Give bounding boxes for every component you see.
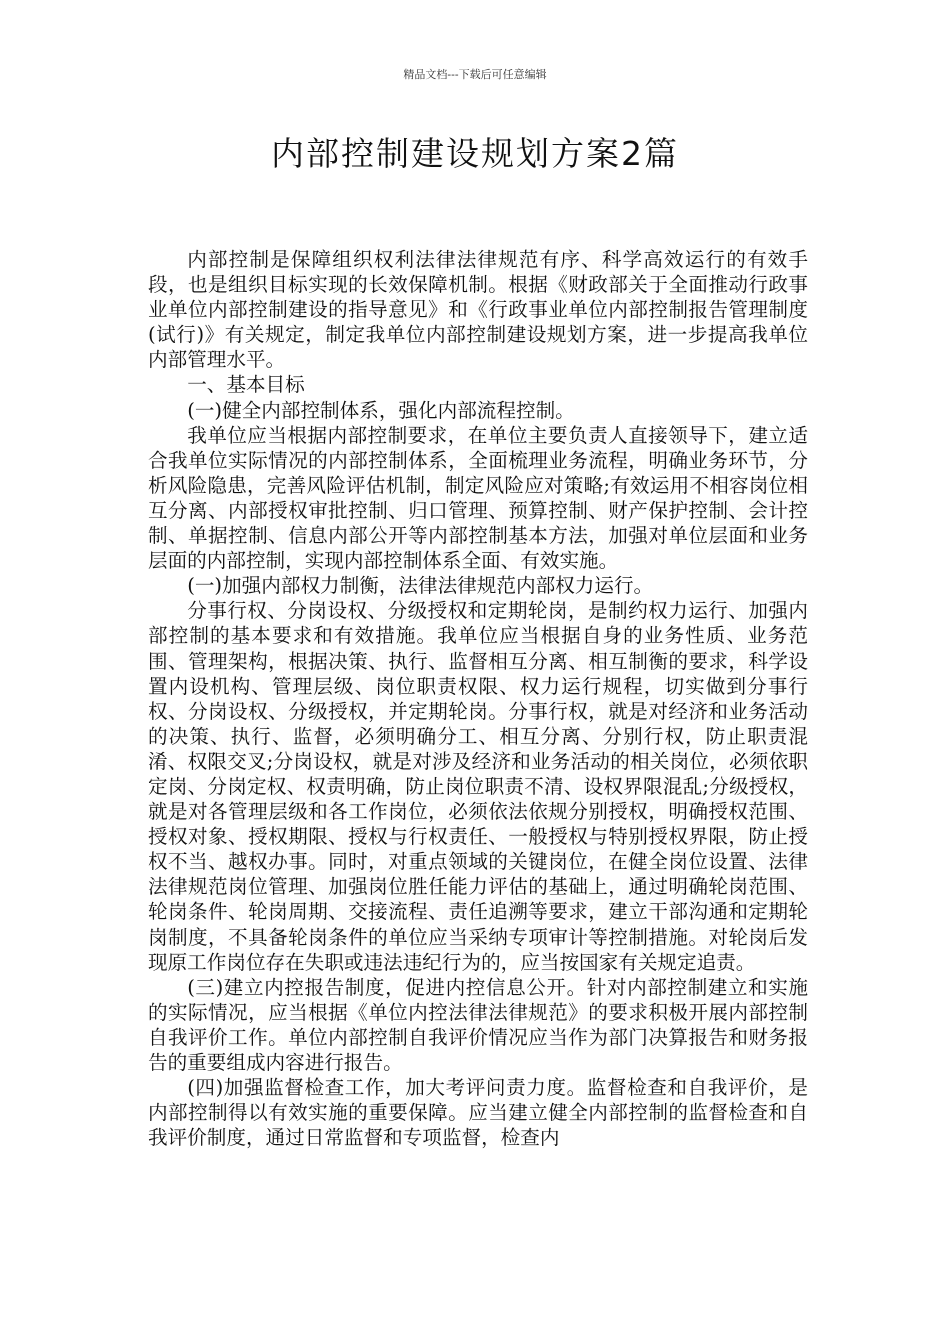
document-body [148, 247, 808, 1150]
paragraph-supervision: (四)加强监督检查工作，加大考评问责力度。监督检查和自我评价，是内部控制得以有效实施的重要保障。应当建立健全内部控制的监督检查和自我评价制度，通过日常监督和专项监督，检查内 [148, 1076, 808, 1150]
paragraph-report-system: (三)建立内控报告制度，促进内控信息公开。针对内部控制建立和实施的实际情况，应当根据《单位内控法律法律规范》的要求积极开展内部控制自我评价工作。单位内部控制自我评价情况应当作为部门决算报告和财务报告的重要组成内容进行报告。 [148, 975, 808, 1074]
document-title: 内部控制建设规划方案2篇 [271, 134, 679, 173]
subheading-power-balance: (一)加强内部权力制衡，法律法律规范内部权力运行。 [187, 574, 654, 598]
section-heading-basic-goals: 一、基本目标 [187, 373, 305, 397]
subheading-internal-control-system: (一)健全内部控制体系，强化内部流程控制。 [187, 398, 575, 422]
paragraph-intro: 内部控制是保障组织权利法律法律规范有序、科学高效运行的有效手段，也是组织目标实现的长效保障机制。根据《财政部关于全面推动行政事业单位内部控制建设的指导意见》和《行政事业单位内部控制报告管理制度(试行)》有关规定，制定我单位内部控制建设规划方案，进一步提高我单位内部管理水平。 [148, 248, 808, 372]
paragraph-power-balance: 分事行权、分岗设权、分级授权和定期轮岗，是制约权力运行、加强内部控制的基本要求和有效措施。我单位应当根据自身的业务性质、业务范围、管理架构，根据决策、执行、监督相互分离、相互制衡的要求，科学设置内设机构、管理层级、岗位职责权限、权力运行规程，切实做到分事行权、分岗设权、分级授权，并定期轮岗。分事行权，就是对经济和业务活动的决策、执行、监督，必须明确分工、相互分离、分别行权，防止职责混淆、权限交叉;分岗设权，就是对涉及经济和业务活动的相关岗位，必须依职定岗、分岗定权、权责明确，防止岗位职责不清、设权界限混乱;分级授权，就是对各管理层级和各工作岗位，必须依法依规分别授权，明确授权范围、授权对象、授权期限、授权与行权责任、一般授权与特别授权界限，防止授权不当、越权办事。同时，对重点领域的关键岗位，在健全岗位设置、法律法律规范岗位管理、加强岗位胜任能力评估的基础上，通过明确轮岗范围、轮岗条件、轮岗周期、交接流程、责任追溯等要求，建立干部沟通和定期轮岗制度，不具备轮岗条件的单位应当采纳专项审计等控制措施。对轮岗后发现原工作岗位存在失职或违法违纪行为的，应当按国家有关规定追责。 [148, 599, 808, 974]
paragraph-control-system: 我单位应当根据内部控制要求，在单位主要负责人直接领导下，建立适合我单位实际情况的内部控制体系，全面梳理业务流程，明确业务环节，分析风险隐患，完善风险评估机制，制定风险应对策略;有效运用不相容岗位相互分离、内部授权审批控制、归口管理、预算控制、财产保护控制、会计控制、单据控制、信息内部公开等内部控制基本方法，加强对单位层面和业务层面的内部控制，实现内部控制体系全面、有效实施。 [148, 423, 808, 573]
page-header-note: 精品文档---下载后可任意编辑 [403, 68, 547, 81]
